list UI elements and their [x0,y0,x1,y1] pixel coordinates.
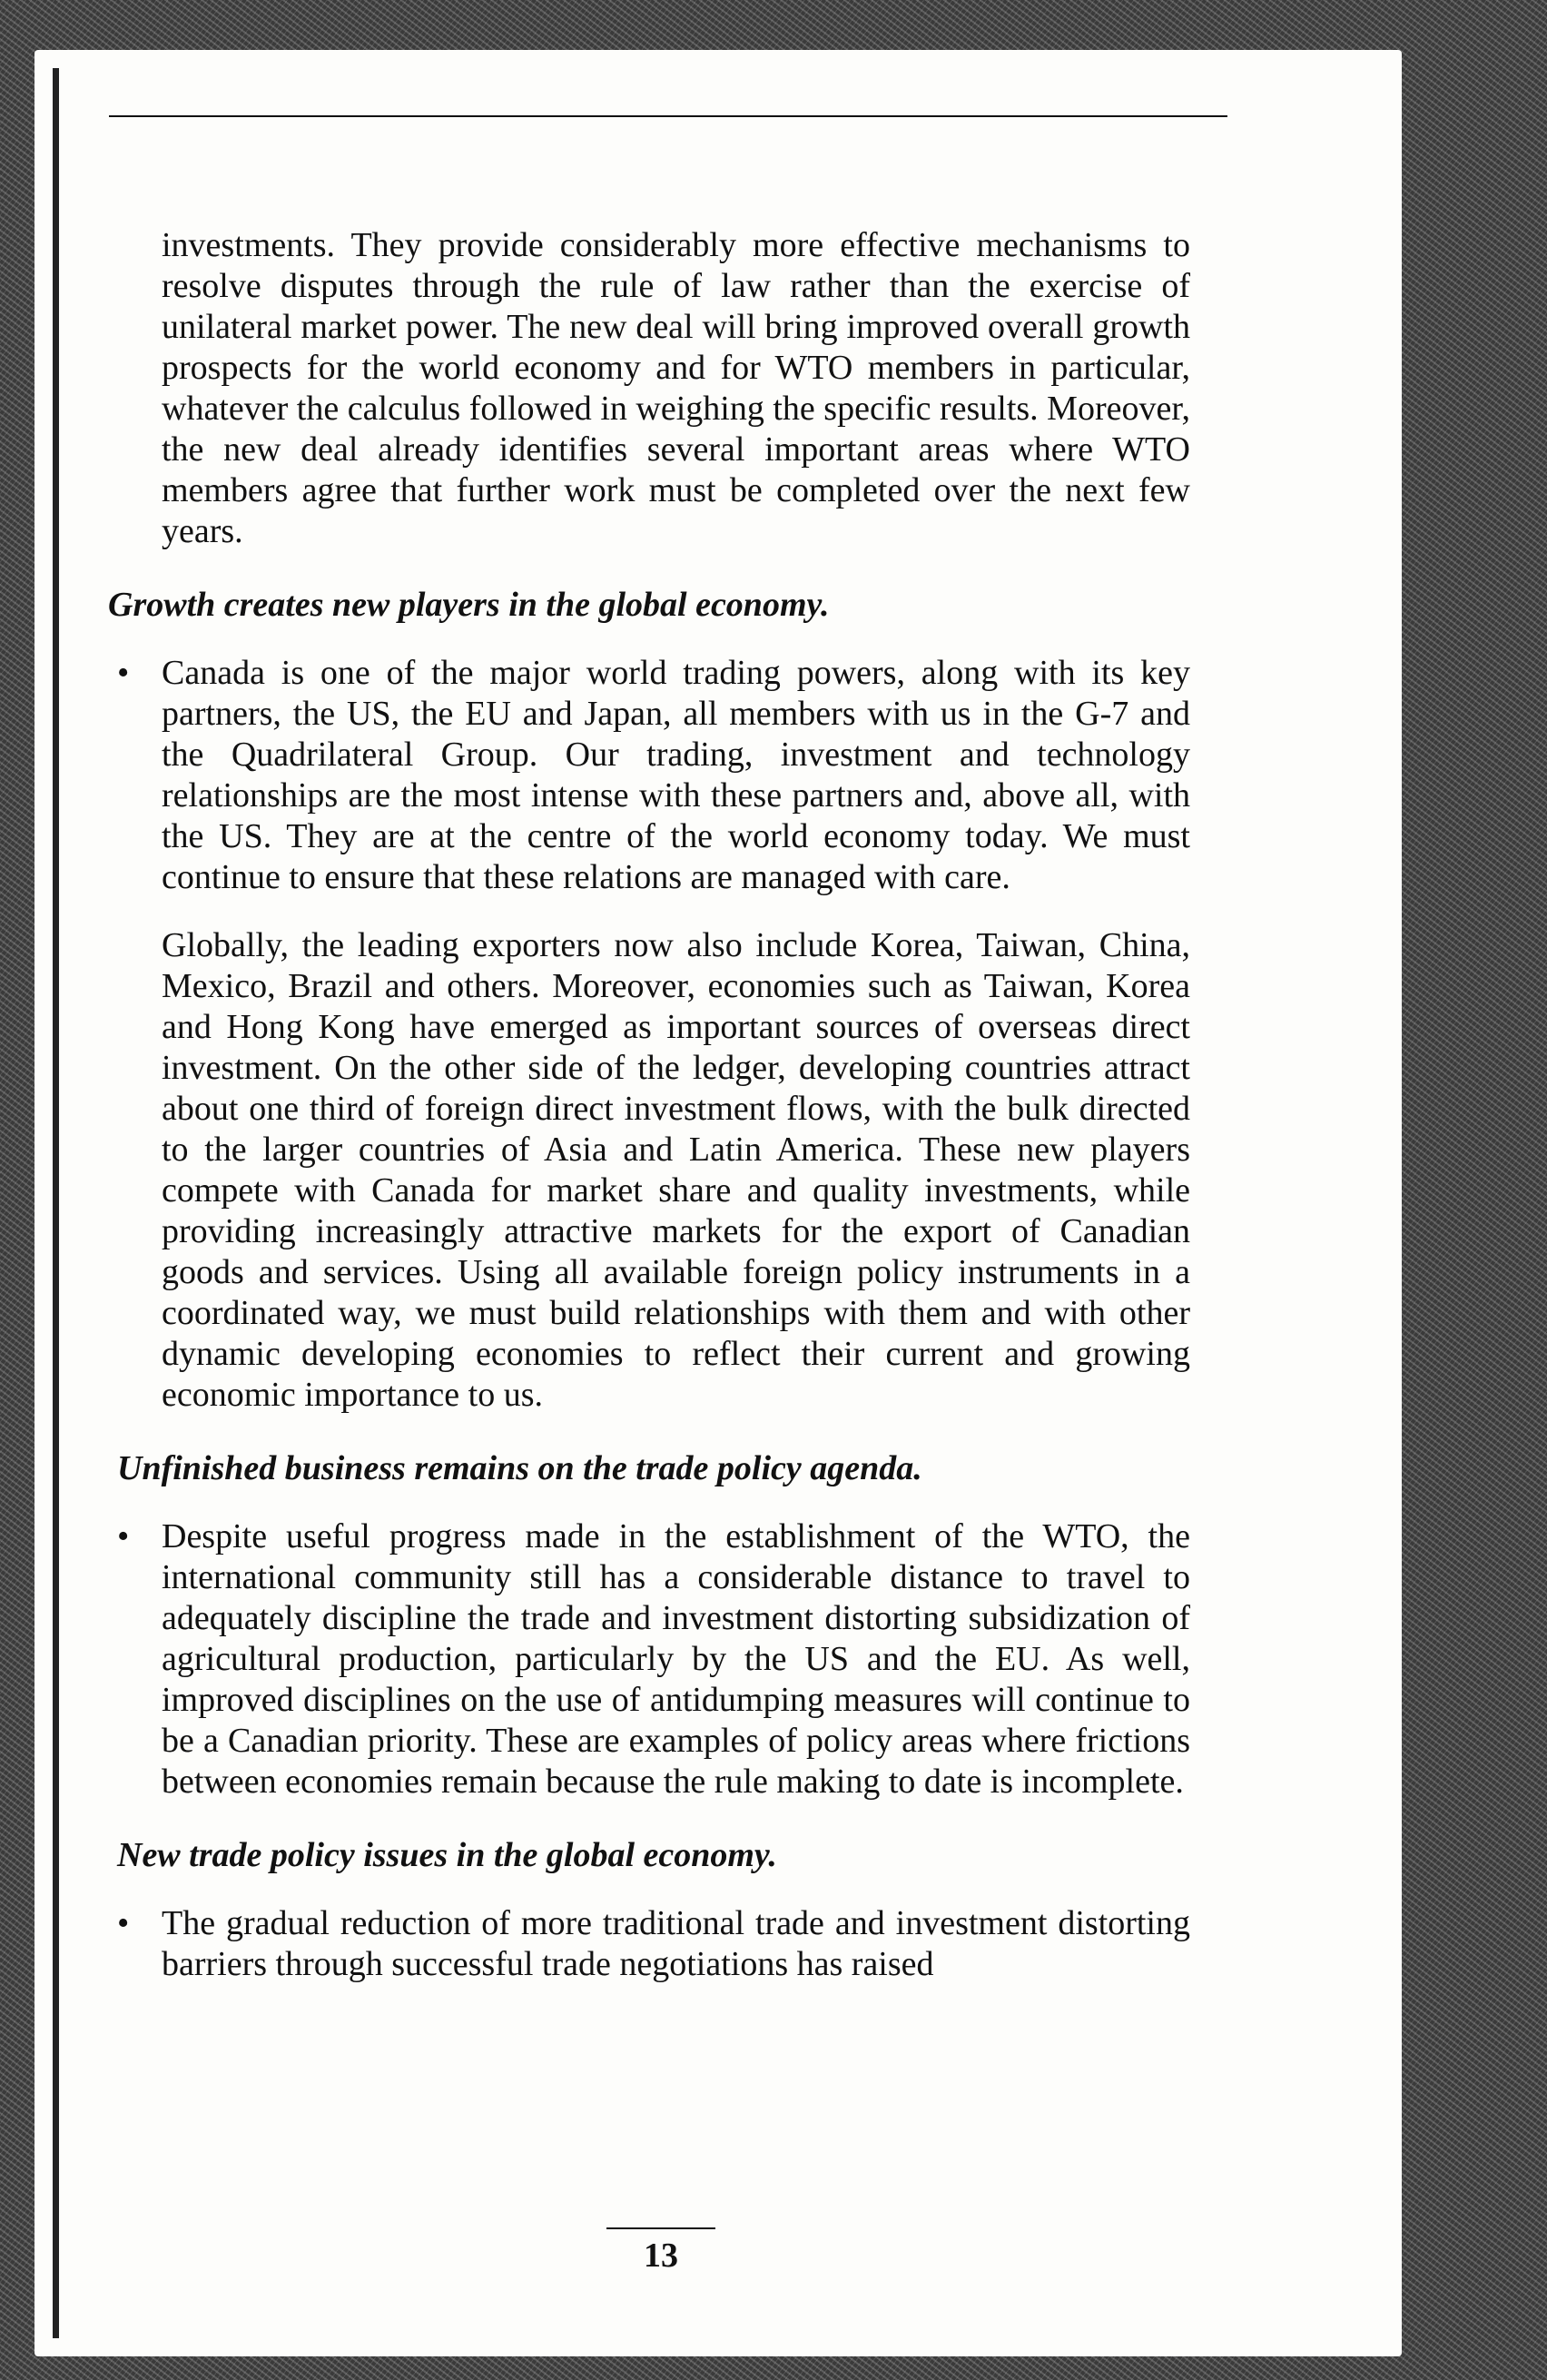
bullet-text: The gradual reduction of more traditional trade and investment distorting barriers through successful trade negotiations has raised [162,1904,1190,1983]
binding-line [53,68,59,2338]
bullet-item-unfinished [110,1516,1190,1802]
top-rule [109,115,1227,117]
bullet-item-growth [110,653,1190,898]
growth-follow-paragraph: Globally, the leading exporters now also include Korea, Taiwan, China, Mexico, Brazil and others. Moreover, economies such as Taiwan, Korea and Hong Kong have emerged as important sources of overseas direct investment. On the other side of the ledger, developing countries attract about one third of foreign direct investment flows, with the bulk directed to the larger countries of Asia and Latin America. These new players compete with Canada for market share and quality investments, while providing increasingly attractive markets for the export of Canadian goods and services. Using all available foreign policy instruments in a coordinated way, we must build relationships with them and with other dynamic developing economies to reflect their current and growing economic importance to us. [162,926,1190,1414]
footer-rule [606,2227,715,2229]
section-heading-new-issues: New trade policy issues in the global economy. [117,1836,777,1874]
page-number: 13 [644,2237,678,2275]
bullet-item-new-issues [110,1903,1190,1985]
page-content [110,225,1190,1985]
bullet-mark: • [117,1517,130,1555]
intro-paragraph: investments. They provide considerably more effective mechanisms to resolve disputes through the rule of law rather than the exercise of unilateral market power. The new deal will bring improved overall growth prospects for the world economy and for WTO members in particular, whatever the calculus followed in weighing the specific results. Moreover, the new deal already identifies several important areas where WTO members agree that further work must be completed over the next few years. [162,226,1190,550]
section-heading-unfinished: Unfinished business remains on the trade policy agenda. [117,1449,922,1487]
section-heading-growth: Growth creates new players in the global economy. [108,586,830,624]
bullet-mark: • [117,1904,130,1942]
bullet-text: Despite useful progress made in the establishment of the WTO, the international community still has a considerable distance to travel to adequately discipline the trade and investment distorting subsidization of agricultural production, particularly by the US and the EU. As well, improved disciplines on the use of antidumping measures will continue to be a Canadian priority. These are examples of policy areas where frictions between economies remain because the rule making to date is incomplete. [162,1517,1190,1801]
bullet-text: Canada is one of the major world trading powers, along with its key partners, the US, the EU and Japan, all members with us in the G-7 and the Quadrilateral Group. Our trading, investment and technology relationships are the most intense with these partners and, above all, with the US. They are at the centre of the world economy today. We must continue to ensure that these relations are managed with care. [162,654,1190,896]
bullet-mark: • [117,654,130,692]
